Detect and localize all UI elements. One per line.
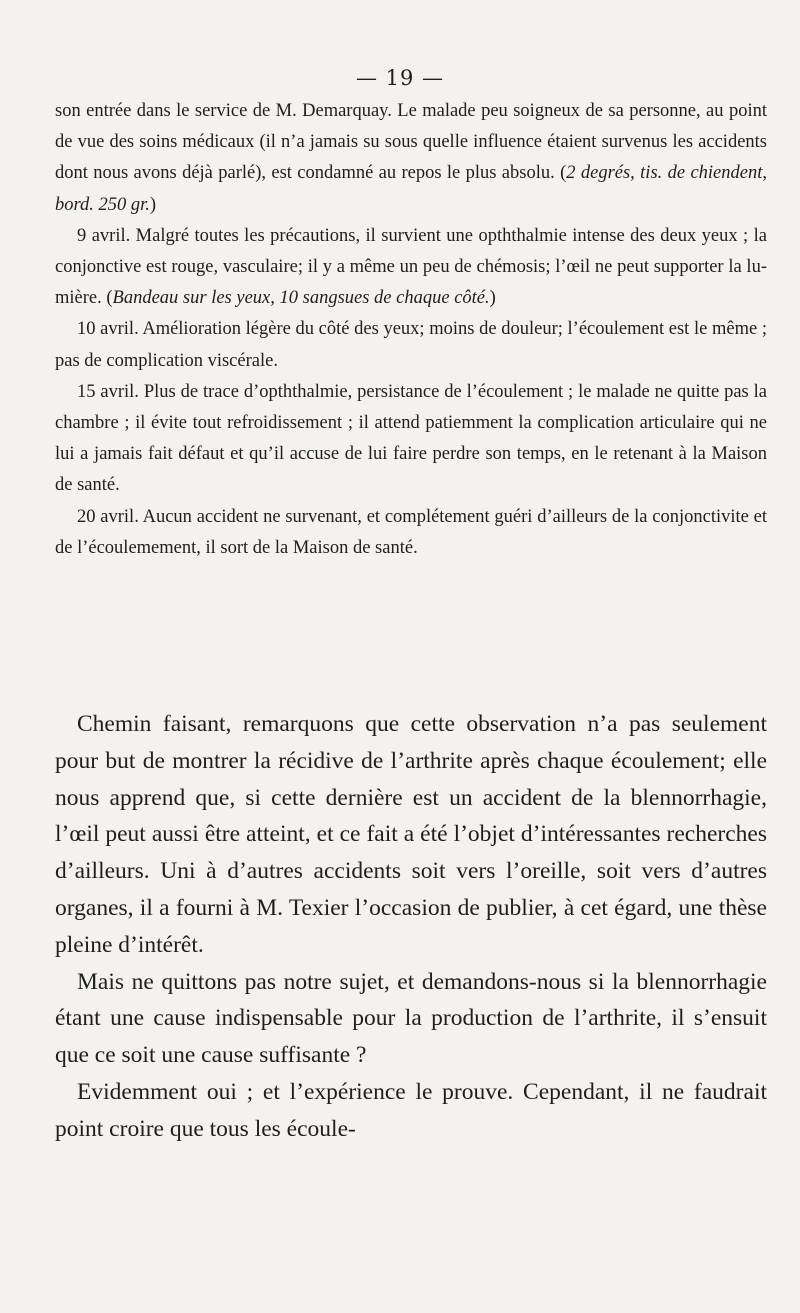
text-run: 10 avril. Amélioration légère du côté des yeux; moins de douleur; l’écoulement est le même ; pas de complication viscérale. (55, 319, 767, 371)
text-run: 20 avril. Aucun accident ne survenant, et complétement guéri d’ailleurs de la conjonctivite et de l’écoulemement, il sort de la Maison de santé. (55, 506, 767, 558)
page-number: — 19 — (355, 66, 445, 90)
paragraph-evidemment (55, 1074, 767, 1148)
italic-prescription: Bandeau sur les yeux, 10 sangsues de chaque côté. (112, 288, 490, 309)
paragraph-april-10 (55, 314, 767, 376)
text-run: ) (149, 194, 157, 215)
text-run: son entrée dans le service de M. Demarquay. Le malade peu soigneux de sa personne, au point de vue des soins médicaux (il n’a jamais su sous quelle influence étaient survenus les accidents dont nous avons déjà parlé), est condamné au repos le plus absolu. ( (55, 101, 767, 184)
paragraph-admission (55, 96, 767, 221)
discussion-text (55, 706, 767, 1148)
clinical-observation-text (55, 96, 767, 564)
paragraph-april-9 (55, 221, 767, 315)
text-run: 9 avril. Malgré toutes les précautions, il survient une opththalmie intense des deux yeux ; la conjonctive est rouge, vasculaire; il y a même un peu de chémosis; l’œil ne peut supporter la lumière. ( (55, 225, 767, 309)
text-run: Evidemment oui ; et l’expérience le prouve. Cependant, il ne faudrait point croire que tous les écoule- (55, 1078, 767, 1142)
paragraph-april-15 (55, 377, 767, 502)
text-run: Mais ne quittons pas notre sujet, et demandons-nous si la blennorrhagie étant une cause indispensable pour la production de l’arthrite, il s’ensuit que ce soit une cause suffisante ? (55, 968, 767, 1069)
paragraph-chemin-faisant (55, 706, 767, 964)
text-run: 15 avril. Plus de trace d’opththalmie, persistance de l’écoulement ; le malade ne quitte pas la chambre ; il évite tout refroidissement ; il attend patiemment la complication articulaire qui ne lui a jamais fait défaut et qu’il accuse de lui faire perdre son temps, en le retenant à la Maison de santé. (55, 381, 767, 496)
paragraph-april-20 (55, 502, 767, 564)
text-run: ) (489, 288, 496, 309)
italic-prescription: 2 degrés, tis. de chiendent, bord. 250 gr. (55, 163, 767, 215)
text-run: Chemin faisant, remarquons que cette observation n’a pas seulement pour but de montrer la récidive de l’arthrite après chaque écoulement; elle nous apprend que, si cette dernière est un accident de la blennorrhagie, l’œil peut aussi être atteint, et ce fait a été l’objet d’intéressantes recherches d’ailleurs. Uni à d’autres accidents soit vers l’oreille, soit vers d’autres organes, il a fourni à M. Texier l’occasion de publier, à cet égard, une thèse pleine d’intérêt. (55, 711, 767, 958)
paragraph-mais-ne-quittons (55, 964, 767, 1074)
